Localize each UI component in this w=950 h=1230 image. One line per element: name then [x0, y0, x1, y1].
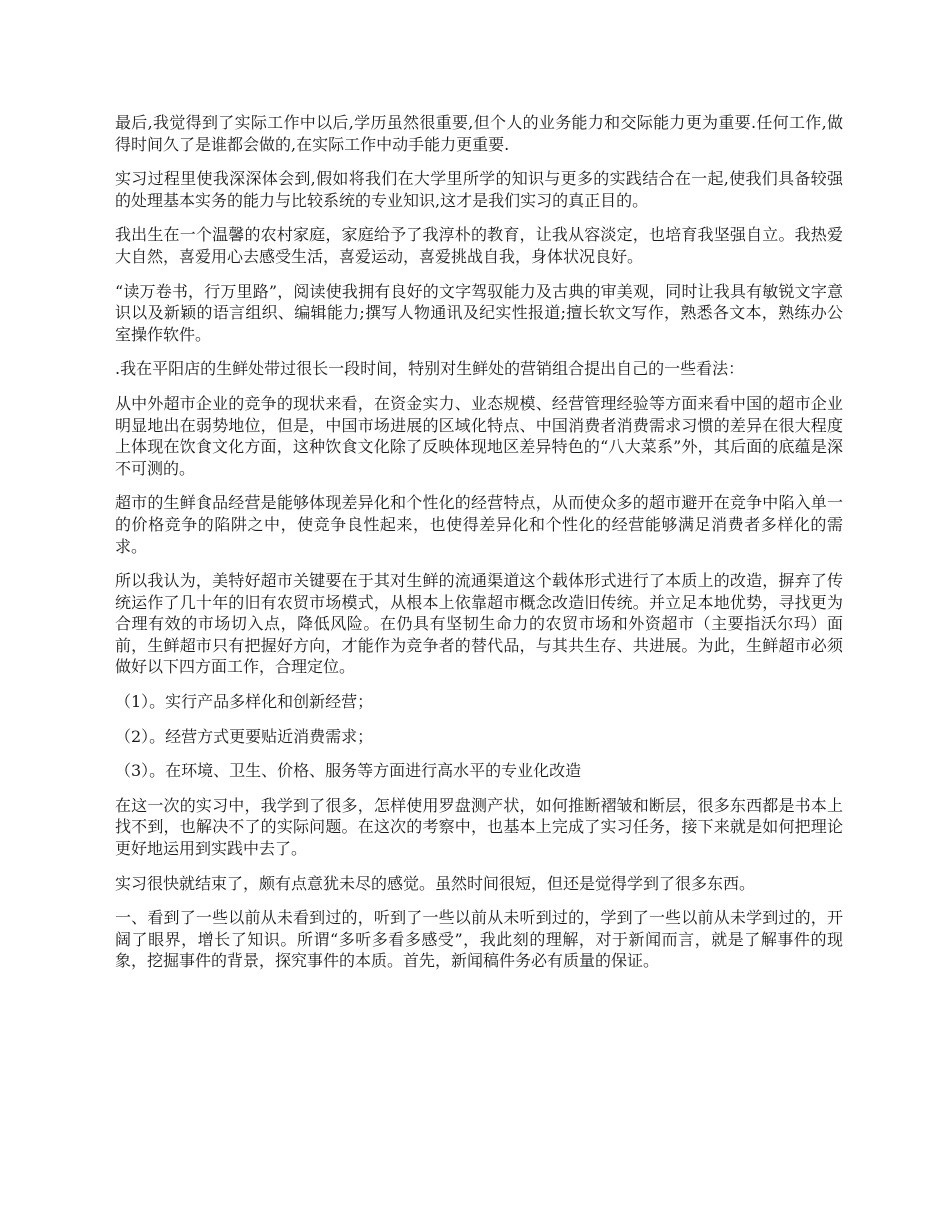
paragraph: .我在平阳店的生鲜处带过很长一段时间，特别对生鲜处的营销组合提出自己的一些看法：	[115, 359, 745, 379]
paragraph: 实习很快就结束了，颇有点意犹未尽的感觉。虽然时间很短，但还是觉得学到了很多东西。	[115, 873, 756, 893]
paragraph: 一、看到了一些以前从未看到过的，听到了一些以前从未听到过的，学到了一些以前从未学到过的，开阔了眼界，增长了知识。所谓“多听多看多感受”，我此刻的理解，对于新闻而言，就是了解事件的现象，挖掘事件的背景，探究事件的本质。首先，新闻稿件务必有质量的保证。	[115, 908, 843, 971]
paragraph: 最后,我觉得到了实际工作中以后,学历虽然很重要,但个人的业务能力和交际能力更为重要.任何工作,做得时间久了是谁都会做的,在实际工作中动手能力更重要.	[115, 113, 843, 154]
list-item: （3）。在环境、卫生、价格、服务等方面进行高水平的专业化改造	[115, 761, 582, 781]
list-item: （1）。实行产品多样化和创新经营；	[115, 692, 374, 712]
paragraph: 在这一次的实习中，我学到了很多，怎样使用罗盘测产状，如何推断褶皱和断层，很多东西都是书本上找不到，也解决不了的实际问题。在这次的考察中，也基本上完成了实习任务，接下来就是如何把理论更好地运用到实践中去了。	[115, 795, 843, 859]
paragraph: 实习过程里使我深深体会到,假如将我们在大学里所学的知识与更多的实践结合在一起,使我们具备较强的处理基本实务的能力与比较系统的专业知识,这才是我们实习的真正目的。	[115, 169, 843, 210]
paragraph: 超市的生鲜食品经营是能够体现差异化和个性化的经营特点，从而使众多的超市避开在竞争中陷入单一的价格竞争的陷阱之中，使竞争良性起来，也使得差异化和个性化的经营能够满足消费者多样化的需求。	[115, 493, 843, 556]
paragraph: 我出生在一个温馨的农村家庭，家庭给予了我淳朴的教育，让我从容淡定，也培育我坚强自立。我热爱大自然，喜爱用心去感受生活，喜爱运动，喜爱挑战自我，身体状况良好。	[115, 225, 843, 266]
paragraph: 所以我认为，美特好超市关键要在于其对生鲜的流通渠道这个载体形式进行了本质上的改造，摒弃了传统运作了几十年的旧有农贸市场模式，从根本上依靠超市概念改造旧传统。并立足本地优势，寻找更为合理有效的市场切入点，降低风险。在仍具有坚韧生命力的农贸市场和外资超市（主要指沃尔玛）面前，生鲜超市只有把握好方向，才能作为竞争者的替代品，与其共生存、共进展。为此，生鲜超市必须做好以下四方面工作，合理定位。	[115, 571, 843, 677]
list-item: （2）。经营方式更要贴近消费需求；	[115, 726, 374, 746]
paragraph: “读万卷书，行万里路”，阅读使我拥有良好的文字驾驭能力及古典的审美观，同时让我具有敏锐文字意识以及新颖的语言组织、编辑能力;撰写人物通讯及纪实性报道;擅长软文写作，熟悉各文本，熟练办公室操作软件。	[115, 281, 843, 344]
paragraph: 从中外超市企业的竞争的现状来看，在资金实力、业态规模、经营管理经验等方面来看中国的超市企业明显地出在弱势地位，但是，中国市场进展的区域化特点、中国消费者消费需求习惯的差异在很大程度上体现在饮食文化方面，这种饮食文化除了反映体现地区差异特色的“八大菜系”外，其后面的底蕴是深不可测的。	[115, 393, 843, 478]
document-body	[115, 112, 843, 985]
